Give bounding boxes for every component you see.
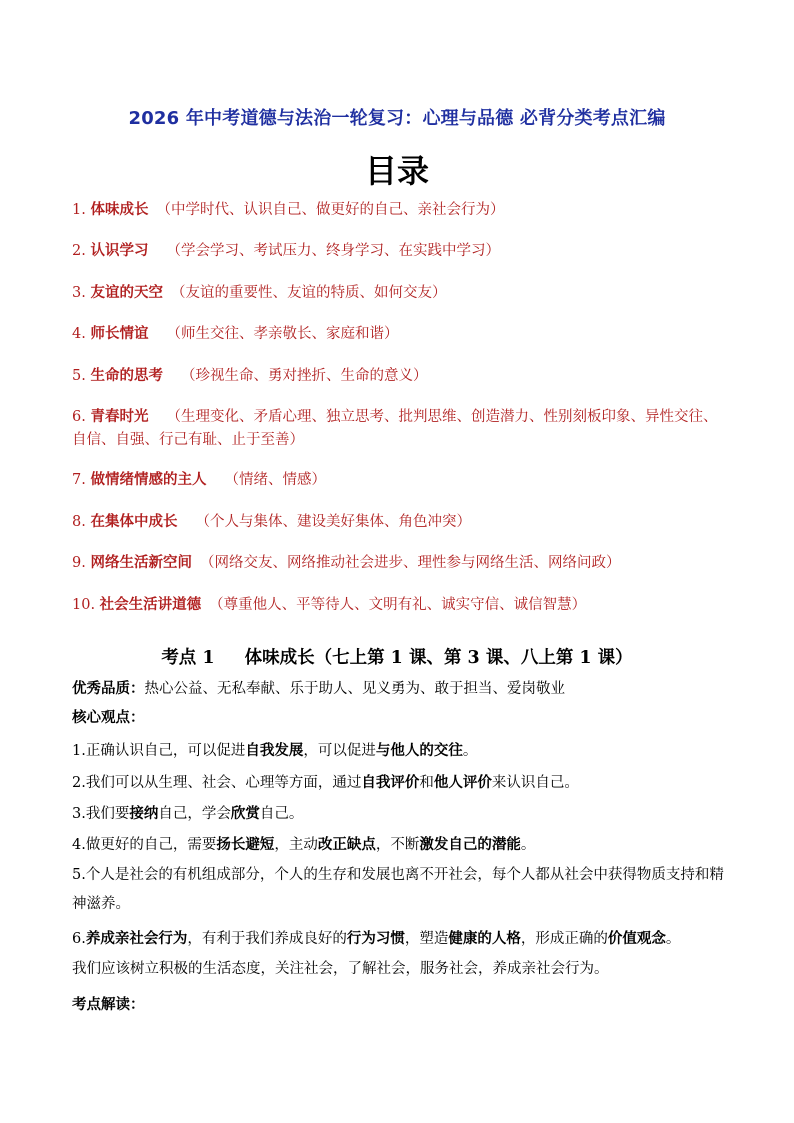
point-text: 2.我们可以从生理、社会、心理等方面，通过: [72, 775, 362, 791]
toc-description: （情绪、情感）: [224, 472, 326, 488]
point-6: [72, 924, 732, 954]
point-emphasis: 欣赏: [230, 805, 260, 822]
point-emphasis: 接纳: [129, 805, 159, 822]
toc-topic: 在集体中成长: [90, 514, 178, 530]
toc-number: 10.: [72, 597, 96, 613]
point-4: [72, 830, 732, 860]
toc-topic: 师长情谊: [90, 326, 149, 342]
toc-topic: 生命的思考: [90, 368, 163, 384]
qualities-label: 优秀品质：: [72, 681, 145, 697]
toc-description: （师生交往、孝亲敬长、家庭和谐）: [166, 326, 399, 342]
point-text: ，塑造: [404, 931, 449, 947]
point-emphasis: 自我评价: [361, 774, 420, 791]
section-title: 体味成长（七上第 1 课、第 3 课、八上第 1 课）: [244, 648, 633, 668]
section-heading: [0, 644, 794, 669]
qualities-line: [72, 675, 732, 704]
point-emphasis: 他人评价: [433, 774, 492, 791]
point-text: 。: [462, 743, 478, 759]
point-text: 。: [520, 837, 536, 853]
toc-topic: 青春时光: [90, 409, 149, 425]
point-text: 自己。: [259, 806, 304, 822]
point-text: 。: [665, 931, 681, 947]
toc-number: 4.: [72, 326, 86, 342]
toc-item[interactable]: [72, 240, 728, 263]
toc-description: （网络交友、网络推动社会进步、理性参与网络生活、网络问政）: [199, 555, 621, 571]
toc-item[interactable]: [72, 365, 728, 388]
toc-topic: 做情绪情感的主人: [90, 472, 207, 488]
toc-description: （中学时代、认识自己、做更好的自己、亲社会行为）: [156, 202, 505, 218]
toc-number: 9.: [72, 555, 86, 571]
toc-item[interactable]: [72, 323, 728, 346]
toc-item[interactable]: [72, 594, 728, 617]
point-text: 1.正确认识自己，可以促进: [72, 743, 246, 759]
toc-description: （珍视生命、勇对挫折、生命的意义）: [180, 368, 428, 384]
toc-topic: 体味成长: [90, 202, 149, 218]
point-text: ，形成正确的: [520, 931, 608, 947]
qualities-text: 热心公益、无私奉献、乐于助人、见义勇为、敢于担当、爱岗敬业: [144, 681, 565, 697]
toc-item[interactable]: [72, 511, 728, 534]
toc-topic: 社会生活讲道德: [99, 597, 202, 613]
point-7: 我们应该树立积极的生活态度，关注社会，了解社会，服务社会，养成亲社会行为。: [72, 961, 609, 977]
toc-number: 1.: [72, 202, 86, 218]
point-text: ，不断: [375, 837, 420, 853]
point-emphasis: 与他人的交往: [375, 742, 463, 759]
document-title: 2026 年中考道德与法治一轮复习：心理与品德 必背分类考点汇编: [128, 108, 666, 129]
point-text: ，主动: [274, 837, 318, 853]
toc-item[interactable]: [72, 469, 728, 492]
toc-topic: 友谊的天空: [90, 285, 163, 301]
point-1: [72, 736, 732, 766]
point-text: 3.我们要: [72, 806, 130, 822]
toc-description: （尊重他人、平等待人、文明有礼、诚实守信、诚信智慧）: [209, 597, 587, 613]
point-emphasis: 改正缺点: [317, 836, 376, 853]
toc-topic: 网络生活新空间: [90, 555, 192, 571]
point-text: 6.: [72, 931, 86, 947]
point-text: ，有利于我们养成良好的: [187, 931, 347, 947]
point-text: 来认识自己。: [491, 775, 579, 791]
toc-number: 2.: [72, 243, 86, 259]
point-2: [72, 768, 732, 798]
point-emphasis: 养成亲社会行为: [85, 930, 188, 947]
point-emphasis: 行为习惯: [346, 930, 405, 947]
core-label: 核心观点：: [72, 710, 145, 726]
point-3: [72, 799, 732, 829]
toc-number: 7.: [72, 472, 86, 488]
point-emphasis: 健康的人格: [448, 930, 521, 947]
toc-heading: 目录: [364, 152, 429, 190]
toc-number: 5.: [72, 368, 86, 384]
analysis-label: 考点解读：: [72, 997, 145, 1013]
toc-number: 3.: [72, 285, 86, 301]
point-emphasis: 自我发展: [245, 742, 304, 759]
point-emphasis: 价值观念: [607, 930, 666, 947]
toc-description: （个人与集体、建设美好集体、角色冲突）: [195, 514, 471, 530]
toc-number: 8.: [72, 514, 86, 530]
toc-item[interactable]: [72, 552, 728, 575]
point-5: 5.个人是社会的有机组成部分，个人的生存和发展也离不开社会，每个人都从社会中获得物质支持和精神滋养。: [72, 867, 724, 912]
toc-number: 6.: [72, 409, 86, 425]
point-emphasis: 激发自己的潜能: [419, 836, 521, 853]
toc-description: （生理变化、矛盾心理、独立思考、批判思维、创造潜力、性别刻板印象、异性交往、自信、自强、行己有耻、止于至善）: [72, 409, 718, 448]
point-text: 和: [419, 775, 434, 791]
toc-item[interactable]: [72, 406, 728, 452]
toc-description: （友谊的重要性、友谊的特质、如何交友）: [170, 285, 447, 301]
toc-description: （学会学习、考试压力、终身学习、在实践中学习）: [166, 243, 500, 259]
section-label: 考点 1: [161, 648, 215, 668]
point-text: 自己，学会: [158, 806, 231, 822]
toc-item[interactable]: [72, 199, 728, 222]
toc-item[interactable]: [72, 282, 728, 305]
toc-topic: 认识学习: [90, 243, 149, 259]
point-text: ，可以促进: [303, 743, 376, 759]
point-text: 4.做更好的自己，需要: [72, 837, 217, 853]
point-emphasis: 扬长避短: [216, 836, 275, 853]
